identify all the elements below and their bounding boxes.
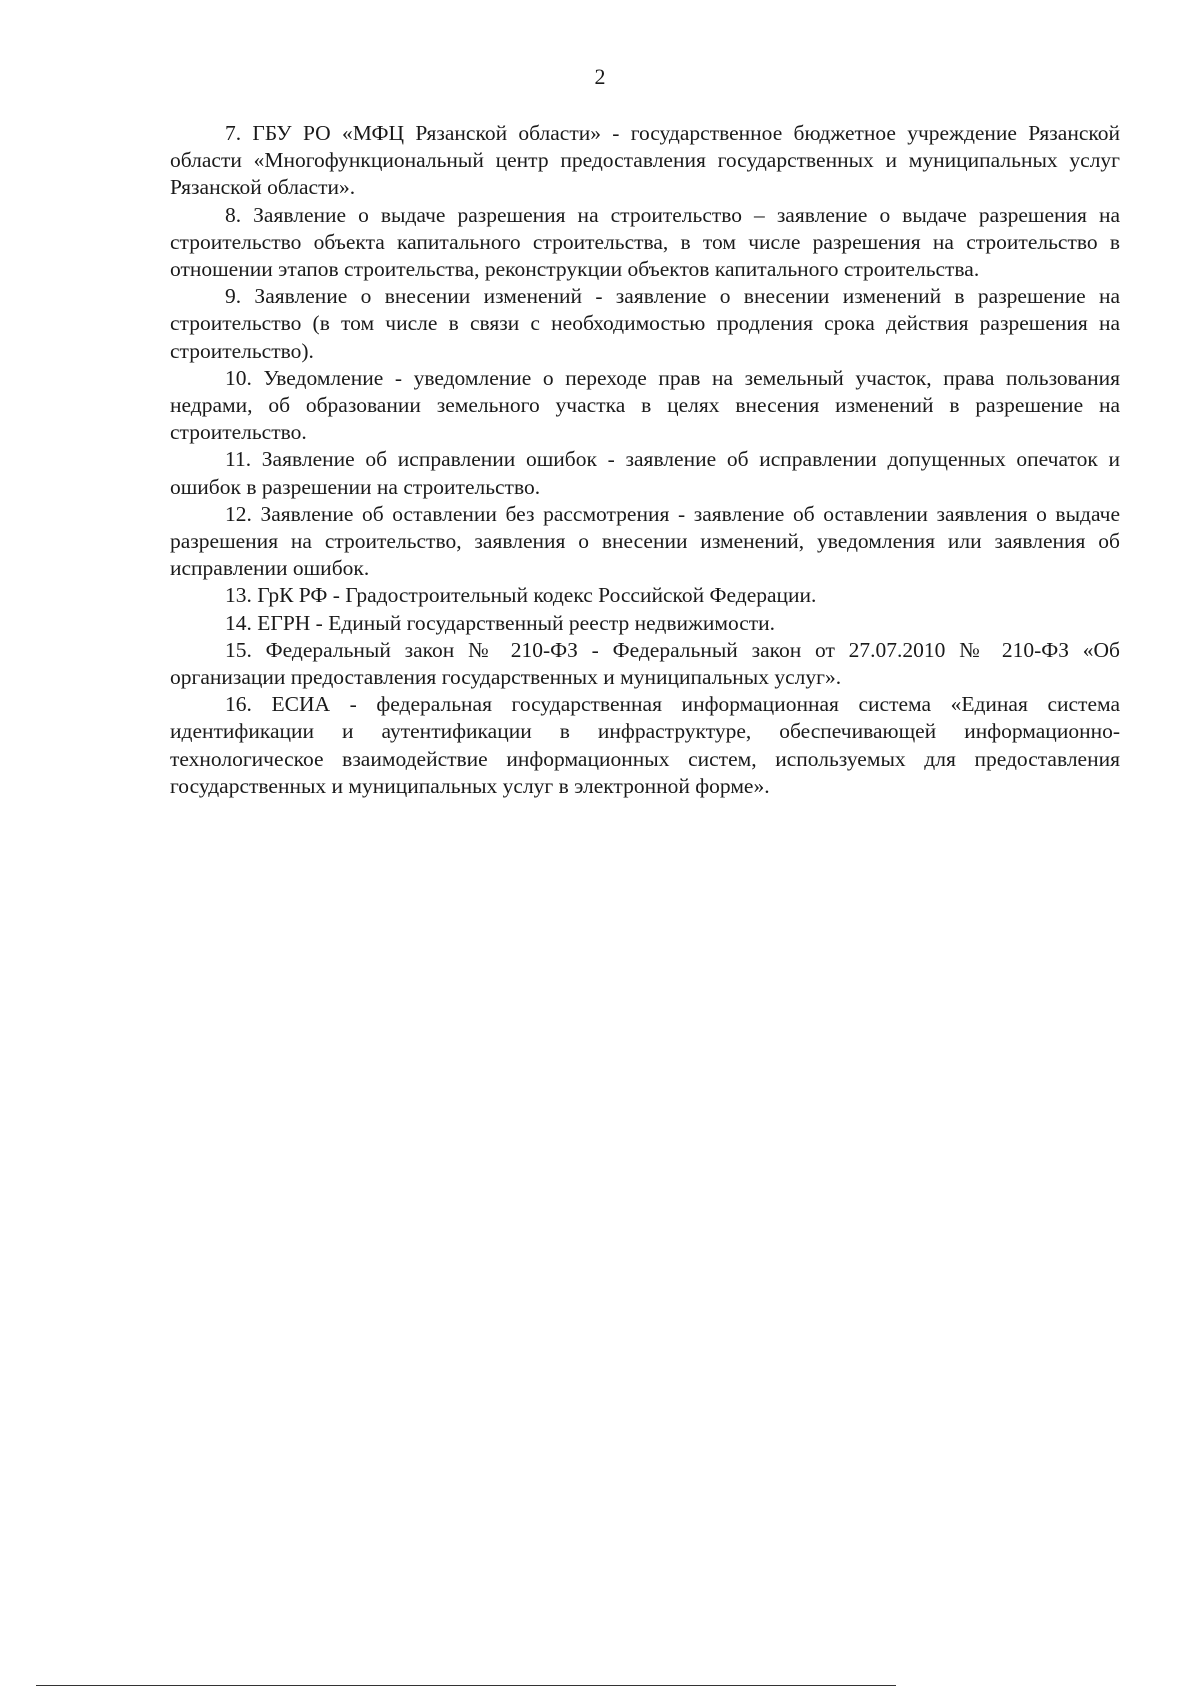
definition-item-14: 14. ЕГРН - Единый государственный реестр недвижимости.: [225, 610, 776, 635]
definition-item-9: 9. Заявление о внесении изменений - заявление о внесении изменений в разрешение на строительство (в том числе в связи с необходимостью продления срока действия разрешения на строительство).: [170, 284, 1120, 363]
definition-item-11: 11. Заявление об исправлении ошибок - заявление об исправлении допущенных опечаток и ошибок в разрешении на строительство.: [170, 447, 1120, 499]
definition-item-13: 13. ГрК РФ - Градостроительный кодекс Российской Федерации.: [225, 583, 817, 608]
definition-item-12: 12. Заявление об оставлении без рассмотрения - заявление об оставлении заявления о выдаче разрешения на строительство, заявления о внесении изменений, уведомления или заявления об исправлении ошибок.: [170, 501, 1120, 581]
definition-item-16: 16. ЕСИА - федеральная государственная информационная система «Единая система идентификации и аутентификации в инфраструктуре, обеспечивающей информационно-технологическое взаимодействие информационных систем, используемых для предоставления государственных и муниципальных услуг в электронной форме».: [170, 692, 1120, 798]
definitions-list: [170, 120, 1120, 800]
definition-item-7: 7. ГБУ РО «МФЦ Рязанской области» - государственное бюджетное учреждение Рязанской области «Многофункциональный центр предоставления государственных и муниципальных услуг Рязанской области».: [170, 121, 1120, 200]
page-number: 2: [594, 64, 606, 89]
definition-item-15: 15. Федеральный закон № 210-ФЗ - Федеральный закон от 27.07.2010 № 210-ФЗ «Об организации предоставления государственных и муниципальных услуг».: [170, 637, 1120, 690]
definition-item-10: 10. Уведомление - уведомление о переходе прав на земельный участок, права пользования недрами, об образовании земельного участка в целях внесения изменений в разрешение на строительство.: [170, 365, 1120, 445]
bottom-rule: [36, 1685, 896, 1686]
definition-item-8: 8. Заявление о выдаче разрешения на строительство – заявление о выдаче разрешения на строительство объекта капитального строительства, в том числе разрешения на строительство в отношении этапов строительства, реконструкции объектов капитального строительства.: [170, 202, 1120, 282]
